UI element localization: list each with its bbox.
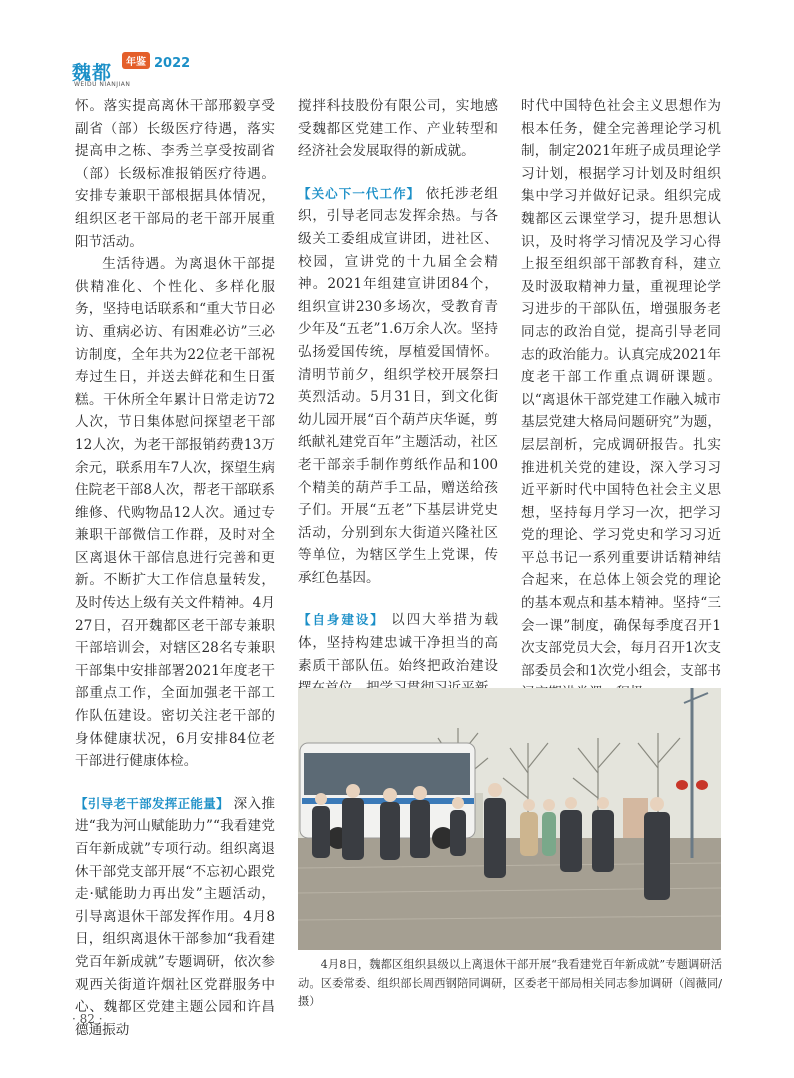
text-column-2 [298,95,498,700]
photo-caption [298,956,722,1012]
page-number: · 82 · [72,1012,103,1026]
section-text: 以四大举措为载体，坚持构建忠诚干净担当的高素质干部队伍。始终把政治建设 [298,612,499,674]
brand-subtitle: WEIDU NIANJIAN [74,81,131,88]
section-heading: 【自身建设】 [298,612,385,628]
photo-illustration [298,688,721,950]
section-text: 依托涉老组织，引导老同志发挥余热。与各级关工委组成宣讲团，进社区、校园，宣讲党的十九届全会精神。2021年组建宣讲团84个，组织宣讲230多场次，受教育青少年及“五老”1.6万余人次。坚持弘扬爱国传统，厚植爱国情怀。清明节前夕，组织学校开展祭扫英烈活动。5月31日，到文化街幼儿园开展“百个葫芦庆华诞，剪纸献礼建党百年”主题活动，社区老干部亲手制作剪纸作品和100个精美的葫芦手工品，赠送给孩子们。开展“五老”下基层讲党史活动，分别到东大街道兴隆社区等单位，为辖区学生上党课，传承红色基因。 [298,185,498,586]
section-heading: 【关心下一代工作】 [298,185,421,201]
caption-text: 4月8日，魏都区组织县级以上离退休干部开展“我看建党百年新成就”专题调研活动。区委常委、组织部长周西钢陪同调研，区委老干部局相关同志参加调研（阎薇同/摄） [298,958,722,1008]
paragraph: 怀。落实提高离休干部邢毅享受副省（部）长级医疗待遇，落实提高申之栋、李秀兰享受按副省（部）长级标准报销医疗待遇。安排专兼职干部根据具体情况，组织区老干部局的老干部开展重阳节活动。 [75,98,275,250]
section-text: 深入推进“我为河山赋能助力”“我看建党百年新成就”专项行动。组织离退休干部党支部开展“不忘初心跟党走·赋能助力再出发”主题活动，引导离退休干部发挥作用。4月8日，组织离退休干部参加“我看建党百年新成就”专题调研，依次参观西关街道许烟社区党群服务中心、魏都区党建主题公园和许昌德通振动 [75,795,275,1038]
event-photo [298,688,721,950]
brand-year: 2022 [154,56,191,71]
section-paragraph [75,793,275,1042]
paragraph: 搅拌科技股份有限公司，实地感受魏都区党建工作、产业转型和经济社会发展取得的新成就。 [298,98,498,160]
section-paragraph [298,609,498,699]
text-column-1 [75,95,275,1041]
paragraph: 生活待遇。为离退休干部提供精准化、个性化、多样化服务，坚持电话联系和“重大节日必访、重病必访、有困难必访”三必访制度，全年共为22位老干部祝寿过生日，并送去鲜花和生日蛋糕。干休所全年累计日常走访72人次，节日集体慰问探望老干部12人次，为老干部报销药费13万余元，联系用车7人次，探望生病住院老干部8人次，帮老干部联系维修、代购物品12人次。通过专兼职干部微信工作群，及时对全区离退休干部信息进行完善和更新。不断扩大工作信息量转发，及时传达上级有关文件精神。4月27日，召开魏都区老干部专兼职干部培训会，对辖区28名专兼职干部集中安排部署2021年度老干部重点工作，全面加强老干部工作队伍建设。密切关注老干部的身体健康状况，6月安排84位老干部进行健康体检。 [75,256,275,770]
paragraph: 时代中国特色社会主义思想作为根本任务，健全完善理论学习机制，制定2021年班子成员理论学习计划，根据学习计划及时组织集中学习并做好记录。组织完成魏都区云课堂学习，提升思想认识，及时将学习情况及学习心得上报至组织部干部教育科，建立及时汲取精神力量，重视理论学习进步的干部队伍，增强服务老同志的政治自觉，提高引导老同志的政治能力。认真完成2021年度老干部工作重点调研课题。以“离退休干部党建工作融入城市基层党建大格局问题研究”为题，层层剖析，完成调研报告。扎实推进机关党的建设，深入学习习近平新时代中国特色社会主义思想，坚持每月学习一次，把学习党的理论、学习党史和学习习近平总书记一系列重要讲话精神结合起来，在总体上领会党的理论的基本观点和基本精神。坚持“三会一课”制度，确保每季度召开1次支部党员大会，每月召开1次支部委员会和1次党小组会，支部书 [521,98,721,679]
section-paragraph [298,183,498,590]
brand-title: 魏都 [72,62,113,84]
section-heading: 【引导老干部发挥正能量】 [75,795,229,811]
brand-badge: 年鉴 [122,52,150,69]
text-column-3 [521,95,721,705]
